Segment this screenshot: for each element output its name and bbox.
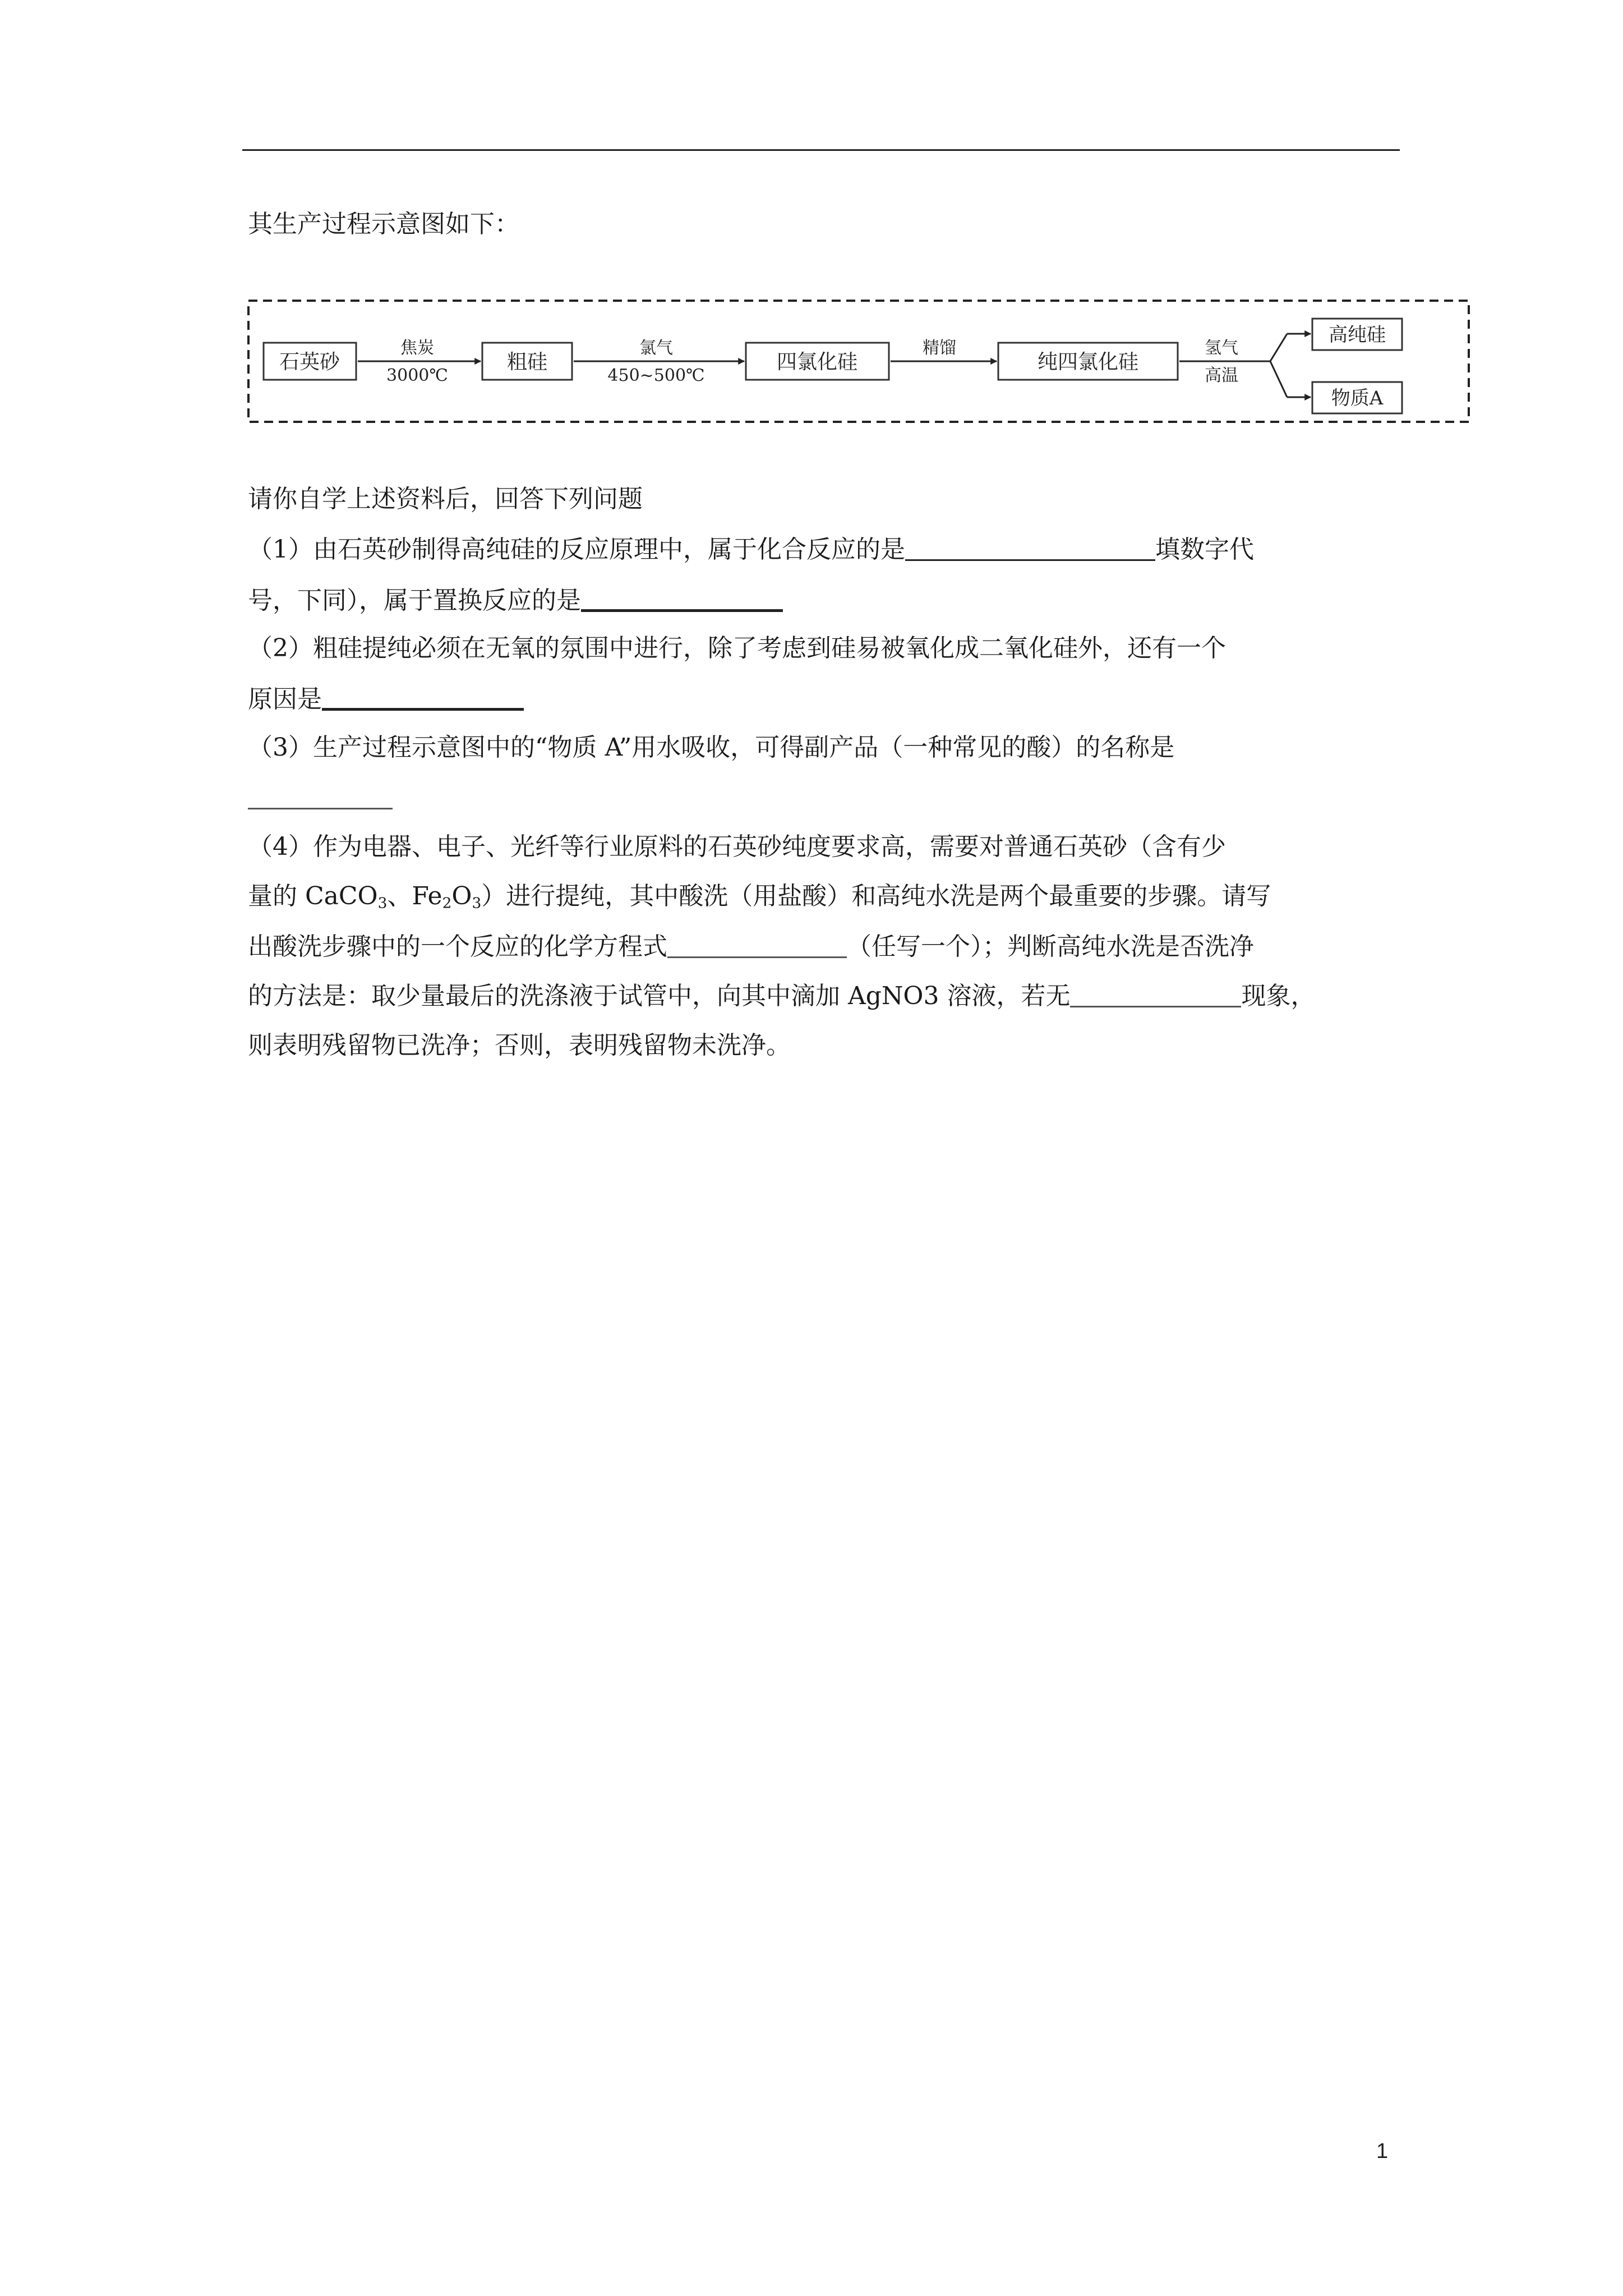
q4-sub-3: 3 bbox=[472, 894, 482, 912]
q1-text: （1）由石英砂制得高纯硅的反应原理中，属于化合反应的是 bbox=[248, 535, 905, 564]
q4-sub-1: 3 bbox=[377, 894, 388, 912]
q4-sub-2: 2 bbox=[442, 894, 452, 912]
svg-text:纯四氯化硅: 纯四氯化硅 bbox=[1037, 351, 1139, 374]
node-substance-a bbox=[1312, 382, 1402, 413]
arrow-step3 bbox=[891, 338, 997, 361]
header-rule bbox=[242, 149, 1400, 151]
q4-text-2b: 、Fe bbox=[387, 882, 442, 910]
branch-arrows bbox=[1270, 334, 1311, 397]
node-high-purity-silicon bbox=[1312, 319, 1402, 350]
svg-text:高温: 高温 bbox=[1205, 366, 1238, 385]
q4-line3 bbox=[248, 934, 1254, 959]
svg-text:粗硅: 粗硅 bbox=[506, 351, 548, 374]
q4-line1: （4）作为电器、电子、光纤等行业原料的石英砂纯度要求高，需要对普通石英砂（含有少 bbox=[248, 832, 1226, 861]
q4-phenomenon-blank[interactable] bbox=[1070, 983, 1241, 1007]
q2-line1: （2）粗硅提纯必须在无氧的氛围中进行，除了考虑到硅易被氧化成二氧化硅外，还有一个 bbox=[248, 634, 1226, 662]
page-number: 1 bbox=[1376, 2139, 1389, 2163]
q4-line4 bbox=[248, 983, 1315, 1009]
arrow-step2 bbox=[574, 338, 744, 385]
q1-text-2: 号，下同），属于置换反应的是 bbox=[248, 586, 581, 615]
arrow-step4 bbox=[1179, 338, 1270, 385]
q4-equation-blank[interactable] bbox=[667, 934, 847, 958]
q3-acid-name-blank[interactable] bbox=[248, 785, 393, 809]
q4-text-4b: 现象， bbox=[1241, 982, 1316, 1010]
svg-text:氢气: 氢气 bbox=[1205, 338, 1238, 358]
svg-text:四氯化硅: 四氯化硅 bbox=[776, 351, 858, 374]
svg-text:精馏: 精馏 bbox=[923, 338, 956, 358]
prompt-text: 请你自学上述资料后，回答下列问题 bbox=[248, 485, 643, 513]
q1-combination-blank[interactable] bbox=[905, 537, 1155, 561]
q4-text-4a: 的方法是：取少量最后的洗涤液于试管中，向其中滴加 AgNO3 溶液，若无 bbox=[248, 982, 1071, 1010]
q4-line5: 则表明残留物已洗净；否则，表明残留物未洗净。 bbox=[248, 1031, 791, 1060]
q1-line1 bbox=[248, 537, 1254, 562]
q4-text-2d: ）进行提纯，其中酸洗（用盐酸）和高纯水洗是两个最重要的步骤。请写 bbox=[481, 882, 1271, 910]
node-pure-silicon-tetrachloride bbox=[998, 343, 1178, 380]
q3-line1: （3）生产过程示意图中的“物质 A”用水吸收，可得副产品（一种常见的酸）的名称是 bbox=[248, 733, 1175, 762]
q1-line2 bbox=[248, 587, 783, 613]
q4-text-2a: 量的 CaCO bbox=[248, 882, 378, 910]
q2-reason-blank[interactable] bbox=[322, 685, 524, 711]
production-flowchart bbox=[247, 299, 1470, 424]
intro-text: 其生产过程示意图如下： bbox=[248, 210, 519, 238]
svg-text:氯气: 氯气 bbox=[639, 338, 673, 358]
q4-text-3a: 出酸洗步骤中的一个反应的化学方程式 bbox=[248, 932, 667, 961]
arrow-step1 bbox=[358, 338, 481, 385]
q4-text-2c: O bbox=[451, 882, 472, 910]
q2-line2 bbox=[248, 685, 524, 712]
node-silicon-tetrachloride bbox=[746, 343, 889, 380]
q2-text-2: 原因是 bbox=[248, 685, 322, 714]
svg-text:物质A: 物质A bbox=[1331, 387, 1384, 409]
svg-text:450~500℃: 450~500℃ bbox=[607, 366, 705, 385]
svg-text:石英砂: 石英砂 bbox=[279, 351, 340, 374]
svg-text:高纯硅: 高纯硅 bbox=[1329, 324, 1386, 346]
node-crude-silicon bbox=[482, 343, 572, 380]
q1-displacement-blank[interactable] bbox=[581, 587, 783, 612]
q4-line2 bbox=[248, 884, 1271, 911]
q4-text-3b: （任写一个）；判断高纯水洗是否洗净 bbox=[847, 932, 1254, 961]
node-quartz-sand bbox=[264, 343, 356, 380]
svg-text:焦炭: 焦炭 bbox=[400, 338, 434, 358]
q3-line2 bbox=[248, 785, 393, 810]
svg-text:3000℃: 3000℃ bbox=[386, 366, 448, 385]
q1-text-tail: 填数字代 bbox=[1155, 535, 1254, 564]
